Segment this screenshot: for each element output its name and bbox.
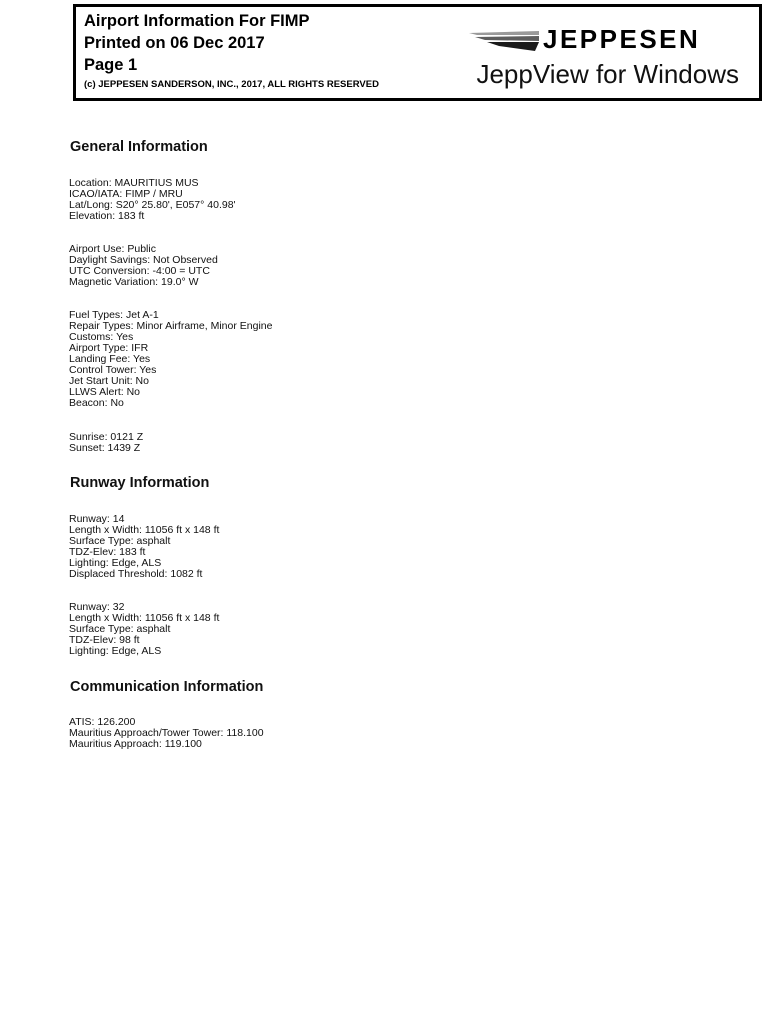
customs-line: Customs: Yes (69, 331, 134, 343)
page-number: Page 1 (84, 56, 138, 74)
surface-type-line: Surface Type: asphalt (69, 623, 171, 635)
lighting-line: Lighting: Edge, ALS (69, 645, 162, 657)
displaced-threshold-line: Displaced Threshold: 1082 ft (69, 568, 203, 580)
length-width-line: Length x Width: 11056 ft x 148 ft (69, 524, 220, 536)
sunrise-line: Sunrise: 0121 Z (69, 431, 144, 443)
utc-conversion-line: UTC Conversion: -4:00 = UTC (69, 265, 210, 277)
jeppesen-logo (469, 24, 749, 54)
runway-id-line: Runway: 14 (69, 513, 125, 525)
surface-type-line: Surface Type: asphalt (69, 535, 171, 547)
sunset-line: Sunset: 1439 Z (69, 442, 141, 454)
facilities-block (69, 310, 272, 409)
approach-line: Mauritius Approach: 119.100 (69, 738, 202, 750)
report-title: Airport Information For FIMP (84, 12, 310, 30)
printed-date: Printed on 06 Dec 2017 (84, 34, 265, 52)
tdz-elev-line: TDZ-Elev: 98 ft (69, 634, 140, 646)
logo-swoosh-icon (469, 27, 541, 53)
fuel-types-line: Fuel Types: Jet A-1 (69, 309, 159, 321)
location-block (69, 178, 236, 222)
control-tower-line: Control Tower: Yes (69, 364, 157, 376)
runway-14-block (69, 514, 219, 580)
general-info-heading: General Information (70, 139, 208, 155)
product-name: JeppView for Windows (476, 59, 739, 89)
logo-wordmark: JEPPESEN (543, 24, 701, 54)
header-text-block (84, 10, 379, 92)
tdz-elev-line: TDZ-Elev: 183 ft (69, 546, 146, 558)
airport-use-line: Airport Use: Public (69, 243, 156, 255)
daylight-savings-line: Daylight Savings: Not Observed (69, 254, 218, 266)
landing-fee-line: Landing Fee: Yes (69, 353, 151, 365)
runway-id-line: Runway: 32 (69, 601, 125, 613)
report-header (73, 4, 762, 101)
lat-long-line: Lat/Long: S20° 25.80', E057° 40.98' (69, 199, 236, 211)
sun-block (69, 432, 143, 454)
jet-start-unit-line: Jet Start Unit: No (69, 375, 149, 387)
icao-iata-line: ICAO/IATA: FIMP / MRU (69, 188, 183, 200)
atis-line: ATIS: 126.200 (69, 716, 136, 728)
repair-types-line: Repair Types: Minor Airframe, Minor Engine (69, 320, 273, 332)
usage-block (69, 244, 218, 288)
airport-type-line: Airport Type: IFR (69, 342, 149, 354)
runway-info-heading: Runway Information (70, 475, 210, 491)
communication-info-heading: Communication Information (70, 679, 264, 695)
llws-alert-line: LLWS Alert: No (69, 386, 140, 398)
length-width-line: Length x Width: 11056 ft x 148 ft (69, 612, 220, 624)
runway-32-block (69, 602, 219, 657)
magnetic-variation-line: Magnetic Variation: 19.0° W (69, 276, 199, 288)
elevation-line: Elevation: 183 ft (69, 210, 145, 222)
lighting-line: Lighting: Edge, ALS (69, 557, 162, 569)
copyright-notice: (c) JEPPESEN SANDERSON, INC., 2017, ALL RIGHTS RESERVED (84, 79, 379, 90)
location-line: Location: MAURITIUS MUS (69, 177, 199, 189)
beacon-line: Beacon: No (69, 397, 124, 409)
communication-block (69, 717, 264, 750)
approach-tower-line: Mauritius Approach/Tower Tower: 118.100 (69, 727, 264, 739)
